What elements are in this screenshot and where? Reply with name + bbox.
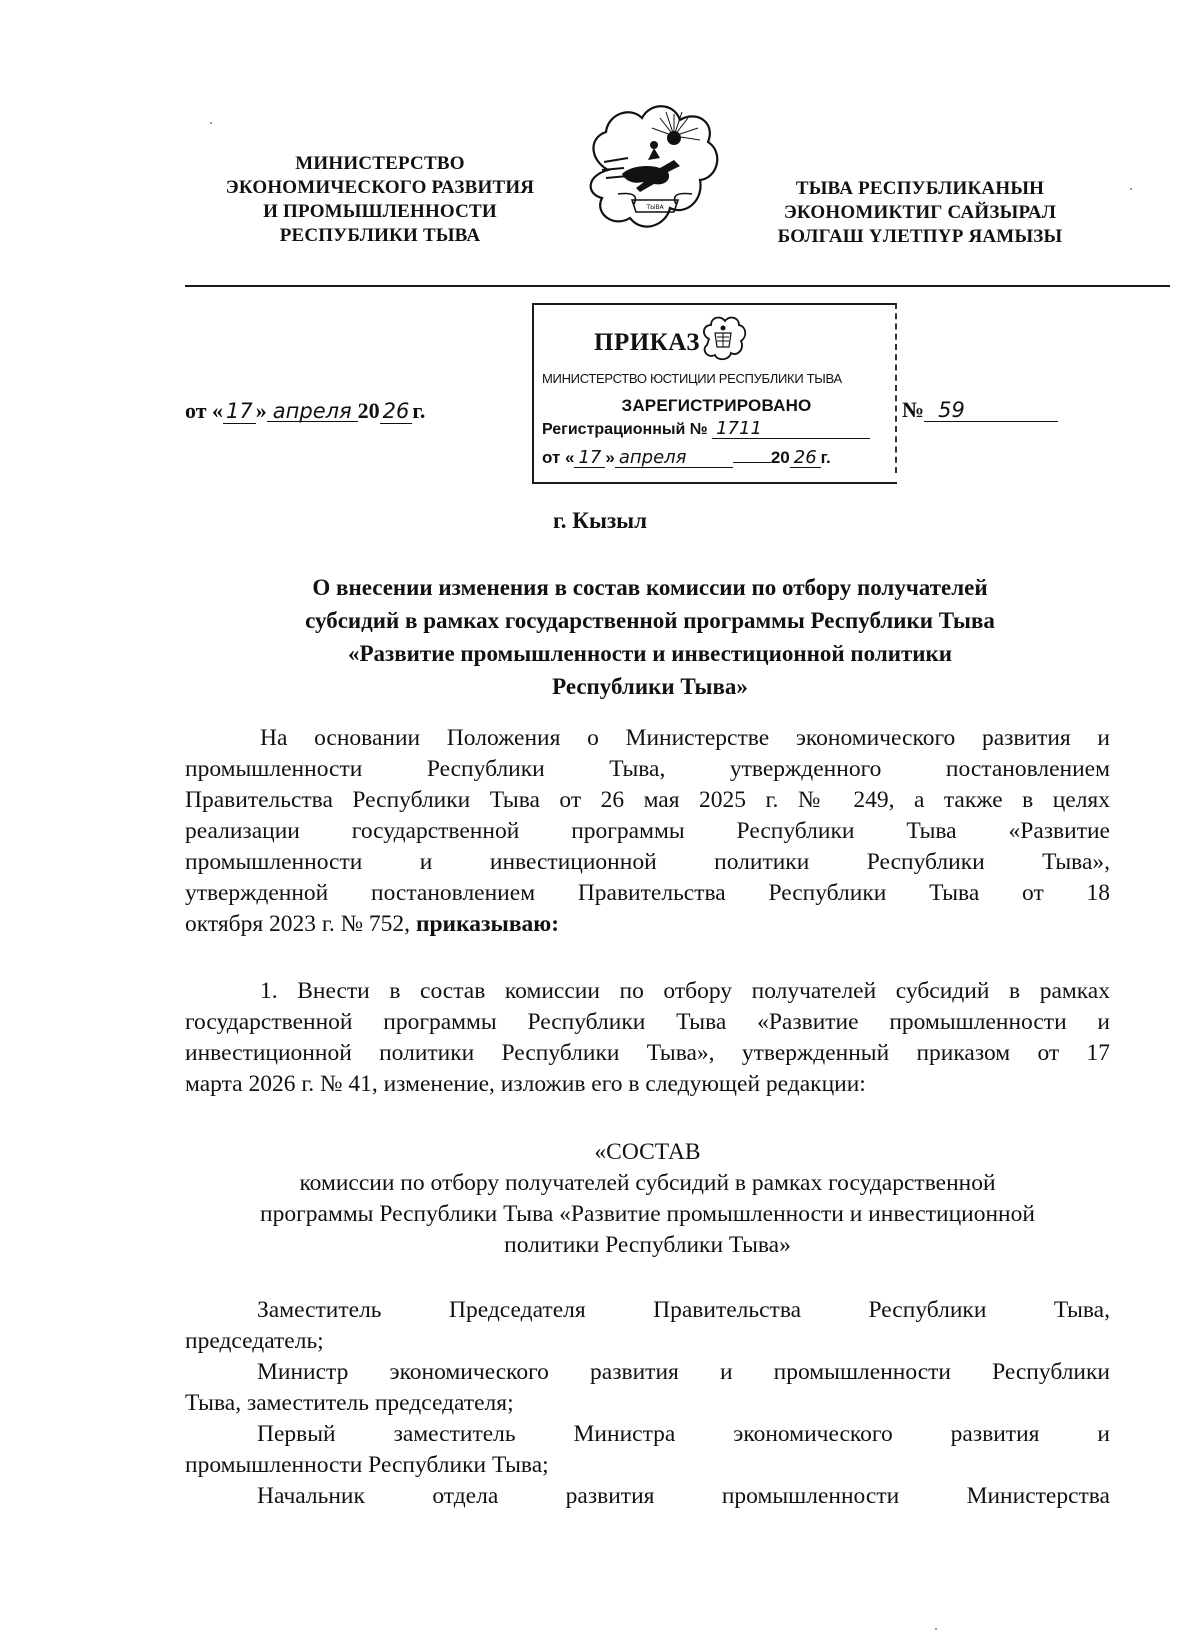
title-line: Республики Тыва»: [552, 674, 748, 699]
date-month: апреля: [267, 401, 358, 422]
preamble-line: промышленности и инвестиционной политики Республики Тыва»,: [185, 849, 1110, 875]
preamble-line: Правительства Республики Тыва от 26 мая 2025 г. № 249, а также в целях: [185, 787, 1110, 813]
document-title: [205, 571, 1095, 703]
stamp-right-edge: [895, 303, 897, 473]
header-right-line: ТЫВА РЕСПУБЛИКАНЫН: [795, 178, 1045, 199]
order-number: [902, 397, 1058, 423]
date-year-suffix: 26: [380, 399, 413, 424]
header-left-line: И ПРОМЫШЛЕННОСТИ: [263, 201, 497, 222]
date-day: 17: [223, 399, 256, 424]
stamp-reg-number: [542, 420, 870, 439]
order-verb: приказываю:: [415, 911, 560, 937]
member-line: председатель;: [185, 1328, 324, 1354]
stamp-reg-label: Регистрационный №: [542, 421, 708, 438]
composition-line: политики Республики Тыва»: [504, 1232, 791, 1258]
stamp-date-day: 17: [574, 449, 605, 468]
stamp-title: ПРИКАЗ: [594, 329, 700, 356]
preamble-line: утвержденной постановлением Правительства Республики Тыва от 18: [185, 880, 1110, 906]
member-line: Тыва, заместитель председателя;: [185, 1390, 514, 1416]
header-right-line: ЭКОНОМИКТИГ САЙЗЫРАЛ: [783, 202, 1057, 223]
stamp-date-gap: [733, 462, 771, 463]
preamble-line: На основании Положения о Министерстве экономического развития и: [260, 725, 1110, 751]
preamble-line: промышленности Республики Тыва, утвержденного постановлением: [185, 756, 1110, 782]
stamp-date-month: апреля: [615, 449, 733, 468]
stamp-date-year-prefix: 20: [770, 448, 790, 467]
preamble-last-text: октября 2023 г. № 752,: [185, 911, 416, 937]
item-1-line: государственной программы Республики Тыва «Развитие промышленности и: [185, 1009, 1110, 1035]
member-line: промышленности Республики Тыва;: [185, 1452, 549, 1478]
coat-of-arms-tuva-icon: [578, 100, 723, 248]
member-line: Министр экономического развития и промышленности Республики: [257, 1359, 1110, 1385]
stamp-date: [542, 448, 831, 468]
order-date: [185, 398, 425, 424]
header-right-line: БОЛГАШ ҮЛЕТПҮР ЯАМЫЗЫ: [777, 226, 1063, 247]
order-number-label: №: [902, 397, 925, 422]
stamp-registered: ЗАРЕГИСТРИРОВАНО: [621, 396, 812, 415]
stamp-ministry: МИНИСТЕРСТВО ЮСТИЦИИ РЕСПУБЛИКИ ТЫВА: [542, 371, 842, 386]
member-line: Первый заместитель Министра экономического развития и: [257, 1421, 1110, 1447]
date-suffix: г.: [412, 398, 426, 423]
composition-line: комиссии по отбору получателей субсидий в рамках государственной: [299, 1170, 996, 1196]
preamble-last-line: [185, 909, 1110, 940]
member-line: Начальник отдела развития промышленности Министерства: [257, 1483, 1110, 1509]
stamp-date-suffix: г.: [820, 448, 831, 467]
preamble-paragraph: [185, 723, 1110, 940]
composition-heading: [185, 1137, 1110, 1261]
city: г. Кызыл: [552, 508, 648, 533]
date-year-prefix: 20: [357, 398, 380, 423]
item-1-line: 1. Внести в состав комиссии по отбору получателей субсидий в рамках: [260, 978, 1110, 1004]
commission-members: [185, 1295, 1110, 1512]
svg-text:ТЫВА: ТЫВА: [646, 204, 664, 211]
item-1-line: инвестиционной политики Республики Тыва», утвержденный приказом от 17: [185, 1040, 1110, 1066]
item-1-line: марта 2026 г. № 41, изменение, изложив его в следующей редакции:: [185, 1071, 866, 1097]
date-prefix: от «: [185, 398, 224, 423]
item-1-paragraph: [185, 976, 1110, 1100]
scan-speck: [1130, 188, 1132, 190]
scan-speck: [210, 122, 212, 124]
stamp-emblem-icon: [699, 315, 747, 363]
composition-line: программы Республики Тыва «Развитие промышленности и инвестиционной: [260, 1201, 1035, 1227]
stamp-date-mid: »: [605, 448, 615, 467]
header-ministry-tyv: [730, 177, 1110, 249]
title-line: О внесении изменения в состав комиссии по отбору получателей: [312, 575, 988, 600]
header-ministry-ru: [190, 152, 570, 248]
title-line: «Развитие промышленности и инвестиционной политики: [347, 641, 953, 666]
composition-line: «СОСТАВ: [594, 1139, 701, 1165]
stamp-date-prefix: от «: [542, 448, 575, 467]
member-line: Заместитель Председателя Правительства Республики Тыва,: [257, 1297, 1110, 1323]
stamp-reg-number-value: 1711: [712, 420, 870, 439]
date-mid: »: [255, 398, 267, 423]
stamp-date-year-suffix: 26: [790, 449, 821, 468]
registration-stamp: [532, 303, 897, 484]
header-left-line: ЭКОНОМИЧЕСКОГО РАЗВИТИЯ: [225, 177, 535, 198]
header-left-line: МИНИСТЕРСТВО: [295, 153, 465, 174]
header-left-line: РЕСПУБЛИКИ ТЫВА: [279, 225, 481, 246]
preamble-line: реализации государственной программы Республики Тыва «Развитие: [185, 818, 1110, 844]
scan-speck: [935, 1628, 937, 1630]
header-divider: [185, 285, 1170, 287]
order-number-value: 59: [924, 399, 1058, 422]
title-line: субсидий в рамках государственной программы Республики Тыва: [305, 608, 995, 633]
